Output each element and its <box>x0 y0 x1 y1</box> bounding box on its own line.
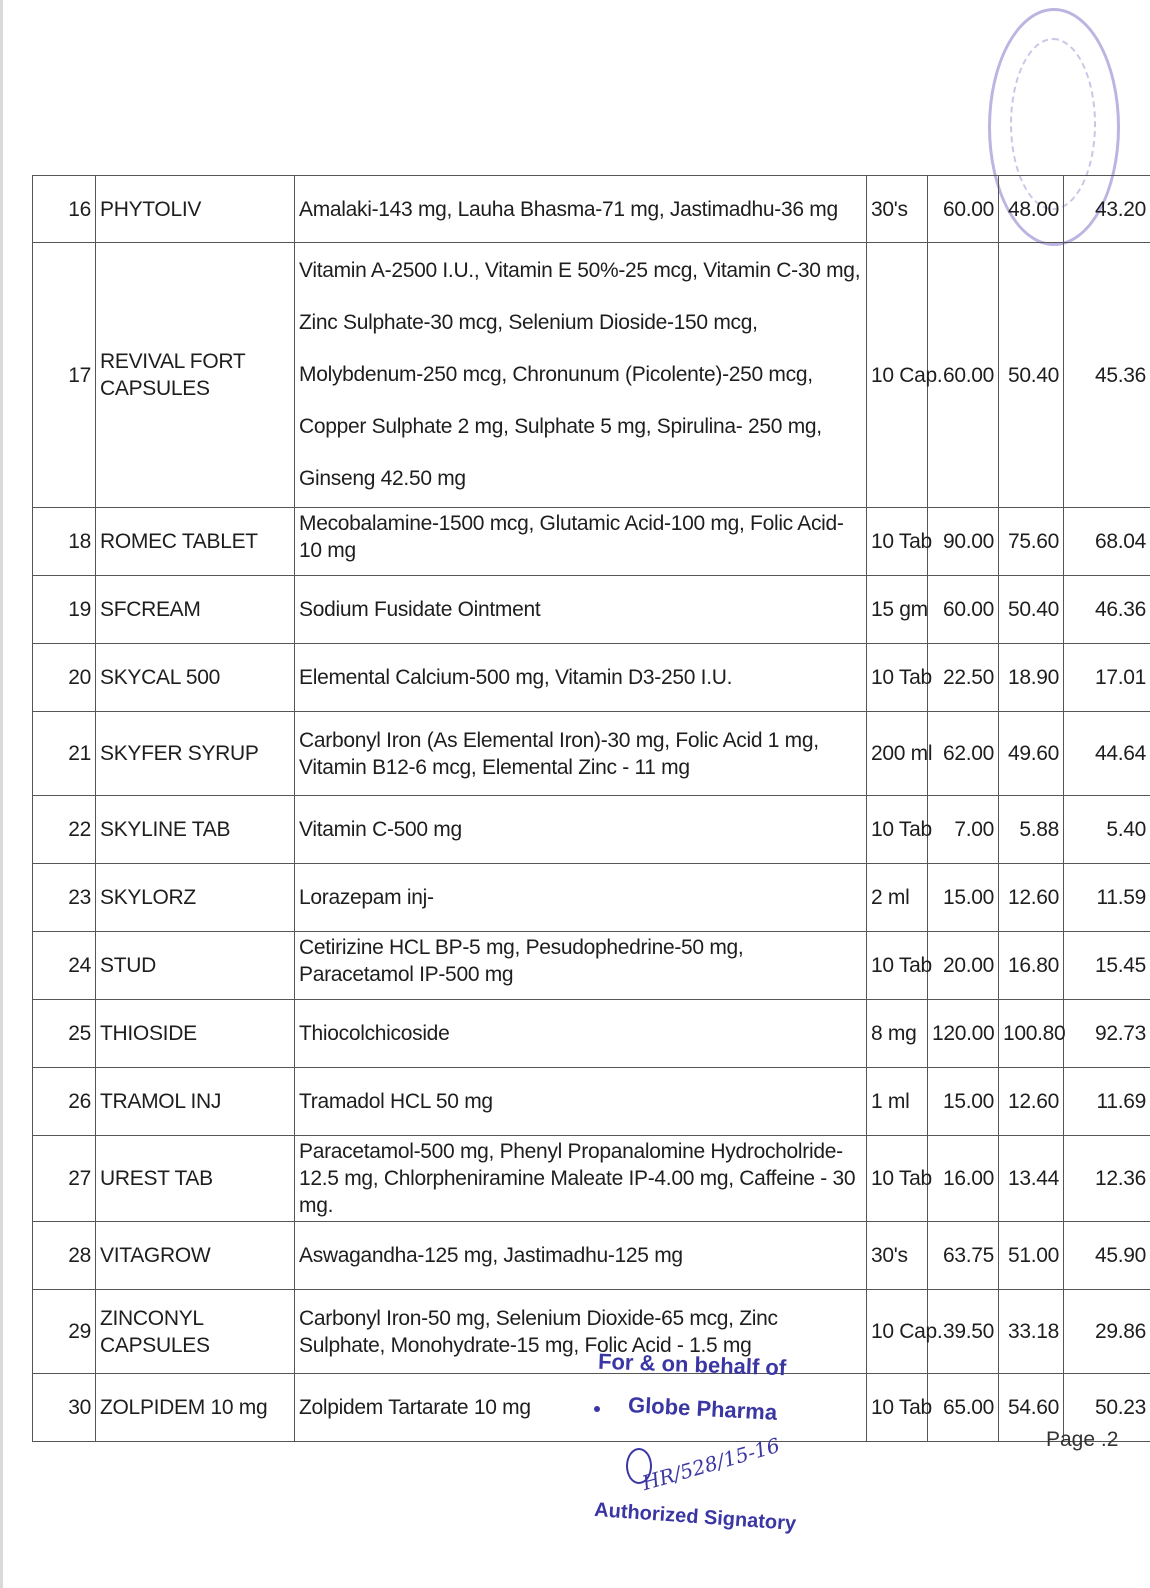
pack-size: 10 Tab <box>867 932 928 1000</box>
pack-size: 1 ml <box>867 1068 928 1136</box>
row-number: 30 <box>33 1374 96 1442</box>
product-name: UREST TAB <box>96 1136 295 1222</box>
product-name: THIOSIDE <box>96 1000 295 1068</box>
table-row <box>33 176 1150 243</box>
product-composition: Mecobalamine-1500 mcg, Glutamic Acid-100 mg, Folic Acid-10 mg <box>295 508 867 576</box>
product-name: ZOLPIDEM 10 mg <box>96 1374 295 1442</box>
table-row <box>33 1136 1150 1222</box>
table-row <box>33 576 1150 644</box>
product-name: PHYTOLIV <box>96 176 295 243</box>
scan-edge <box>0 0 3 1588</box>
retailer-price: 12.60 <box>999 864 1064 932</box>
product-name: SKYLINE TAB <box>96 796 295 864</box>
product-name: ZINCONYL CAPSULES <box>96 1290 295 1374</box>
retailer-price: 51.00 <box>999 1222 1064 1290</box>
product-composition: Amalaki-143 mg, Lauha Bhasma-71 mg, Jastimadhu-36 mg <box>295 176 867 243</box>
mrp-price: 60.00 <box>928 176 999 243</box>
pack-size: 10 Tab <box>867 796 928 864</box>
retailer-price: 54.60 <box>999 1374 1064 1442</box>
mrp-price: 22.50 <box>928 644 999 712</box>
table-row <box>33 1068 1150 1136</box>
product-composition: Sodium Fusidate Ointment <box>295 576 867 644</box>
mrp-price: 16.00 <box>928 1136 999 1222</box>
pack-size: 10 Cap. <box>867 243 928 508</box>
signature-role-text: Authorized Signatory <box>593 1498 797 1536</box>
product-name: SKYLORZ <box>96 864 295 932</box>
signature-company-name: Globe Pharma <box>627 1392 778 1425</box>
pack-size: 10 Tab <box>867 1136 928 1222</box>
pack-size: 15 gm <box>867 576 928 644</box>
mrp-price: 60.00 <box>928 576 999 644</box>
pack-size: 10 Cap. <box>867 1290 928 1374</box>
product-name: REVIVAL FORT CAPSULES <box>96 243 295 508</box>
product-name: SKYFER SYRUP <box>96 712 295 796</box>
signature-dot <box>594 1406 600 1412</box>
product-composition: Vitamin A-2500 I.U., Vitamin E 50%-25 mcg, Vitamin C-30 mg, Zinc Sulphate-30 mcg, Selenium Dioside-150 mcg, Molybdenum-250 mcg, Chronunum (Picolente)-250 mcg, Copper Sulphate 2 mg, Sulphate 5 mg, Spirulina- 250 mg, Ginseng 42.50 mg <box>295 243 867 508</box>
stockist-price: 44.64 <box>1064 712 1150 796</box>
stockist-price: 11.69 <box>1064 1068 1150 1136</box>
mrp-price: 120.00 <box>928 1000 999 1068</box>
row-number: 18 <box>33 508 96 576</box>
retailer-price: 49.60 <box>999 712 1064 796</box>
retailer-price: 50.40 <box>999 576 1064 644</box>
table-row <box>33 796 1150 864</box>
row-number: 22 <box>33 796 96 864</box>
retailer-price: 48.00 <box>999 176 1064 243</box>
pack-size: 10 Tab <box>867 508 928 576</box>
row-number: 17 <box>33 243 96 508</box>
stockist-price: 15.45 <box>1064 932 1150 1000</box>
retailer-price: 33.18 <box>999 1290 1064 1374</box>
mrp-price: 20.00 <box>928 932 999 1000</box>
stockist-price: 12.36 <box>1064 1136 1150 1222</box>
row-number: 16 <box>33 176 96 243</box>
mrp-price: 7.00 <box>928 796 999 864</box>
product-composition: Vitamin C-500 mg <box>295 796 867 864</box>
product-composition: Tramadol HCL 50 mg <box>295 1068 867 1136</box>
table-row <box>33 644 1150 712</box>
stockist-price: 45.36 <box>1064 243 1150 508</box>
mrp-price: 90.00 <box>928 508 999 576</box>
pack-size: 30's <box>867 1222 928 1290</box>
table-row <box>33 1000 1150 1068</box>
table-row <box>33 1222 1150 1290</box>
stockist-price: 68.04 <box>1064 508 1150 576</box>
product-name: ROMEC TABLET <box>96 508 295 576</box>
row-number: 21 <box>33 712 96 796</box>
stockist-price: 43.20 <box>1064 176 1150 243</box>
mrp-price: 15.00 <box>928 864 999 932</box>
mrp-price: 65.00 <box>928 1374 999 1442</box>
pack-size: 10 Tab <box>867 1374 928 1442</box>
pack-size: 8 mg <box>867 1000 928 1068</box>
stockist-price: 5.40 <box>1064 796 1150 864</box>
row-number: 25 <box>33 1000 96 1068</box>
retailer-price: 12.60 <box>999 1068 1064 1136</box>
retailer-price: 16.80 <box>999 932 1064 1000</box>
mrp-price: 62.00 <box>928 712 999 796</box>
row-number: 28 <box>33 1222 96 1290</box>
price-list-table <box>32 175 1150 1442</box>
retailer-price: 5.88 <box>999 796 1064 864</box>
handwritten-reference: HR/528/15-16 <box>639 1432 783 1496</box>
stockist-price: 11.59 <box>1064 864 1150 932</box>
product-name: STUD <box>96 932 295 1000</box>
product-composition: Aswagandha-125 mg, Jastimadhu-125 mg <box>295 1222 867 1290</box>
mrp-price: 60.00 <box>928 243 999 508</box>
product-composition: Thiocolchicoside <box>295 1000 867 1068</box>
product-composition: Carbonyl Iron-50 mg, Selenium Dioxide-65 mcg, Zinc Sulphate, Monohydrate-15 mg, Folic Acid - 1.5 mg <box>295 1290 867 1374</box>
page-number: Page .2 <box>1046 1428 1119 1451</box>
stockist-price: 92.73 <box>1064 1000 1150 1068</box>
mrp-price: 15.00 <box>928 1068 999 1136</box>
row-number: 19 <box>33 576 96 644</box>
retailer-price: 18.90 <box>999 644 1064 712</box>
pack-size: 200 ml <box>867 712 928 796</box>
table-row <box>33 932 1150 1000</box>
table-row <box>33 508 1150 576</box>
row-number: 27 <box>33 1136 96 1222</box>
product-composition: Cetirizine HCL BP-5 mg, Pesudophedrine-50 mg, Paracetamol IP-500 mg <box>295 932 867 1000</box>
authorized-signatory-stamp <box>590 1348 797 1548</box>
product-composition: Elemental Calcium-500 mg, Vitamin D3-250 I.U. <box>295 644 867 712</box>
table-row <box>33 864 1150 932</box>
product-composition: Zolpidem Tartarate 10 mg <box>295 1374 867 1442</box>
stockist-price: 45.90 <box>1064 1222 1150 1290</box>
product-composition: Carbonyl Iron (As Elemental Iron)-30 mg, Folic Acid 1 mg, Vitamin B12-6 mcg, Elemental Zinc - 11 mg <box>295 712 867 796</box>
retailer-price: 75.60 <box>999 508 1064 576</box>
product-name: SFCREAM <box>96 576 295 644</box>
mrp-price: 39.50 <box>928 1290 999 1374</box>
signature-on-behalf-text: For & on behalf of <box>597 1348 787 1381</box>
product-composition: Lorazepam inj- <box>295 864 867 932</box>
pack-size: 2 ml <box>867 864 928 932</box>
stockist-price: 46.36 <box>1064 576 1150 644</box>
pack-size: 10 Tab <box>867 644 928 712</box>
stockist-price: 29.86 <box>1064 1290 1150 1374</box>
mrp-price: 63.75 <box>928 1222 999 1290</box>
retailer-price: 100.80 <box>999 1000 1064 1068</box>
row-number: 24 <box>33 932 96 1000</box>
product-name: VITAGROW <box>96 1222 295 1290</box>
table-row <box>33 712 1150 796</box>
pack-size: 30's <box>867 176 928 243</box>
stockist-price: 17.01 <box>1064 644 1150 712</box>
table-row <box>33 243 1150 508</box>
retailer-price: 13.44 <box>999 1136 1064 1222</box>
product-name: TRAMOL INJ <box>96 1068 295 1136</box>
product-composition: Paracetamol-500 mg, Phenyl Propanalomine Hydrocholride-12.5 mg, Chlorpheniramine Maleate IP-4.00 mg, Caffeine - 30 mg. <box>295 1136 867 1222</box>
product-name: SKYCAL 500 <box>96 644 295 712</box>
row-number: 29 <box>33 1290 96 1374</box>
row-number: 20 <box>33 644 96 712</box>
retailer-price: 50.40 <box>999 243 1064 508</box>
stockist-price: 50.23 <box>1064 1374 1150 1442</box>
row-number: 26 <box>33 1068 96 1136</box>
row-number: 23 <box>33 864 96 932</box>
